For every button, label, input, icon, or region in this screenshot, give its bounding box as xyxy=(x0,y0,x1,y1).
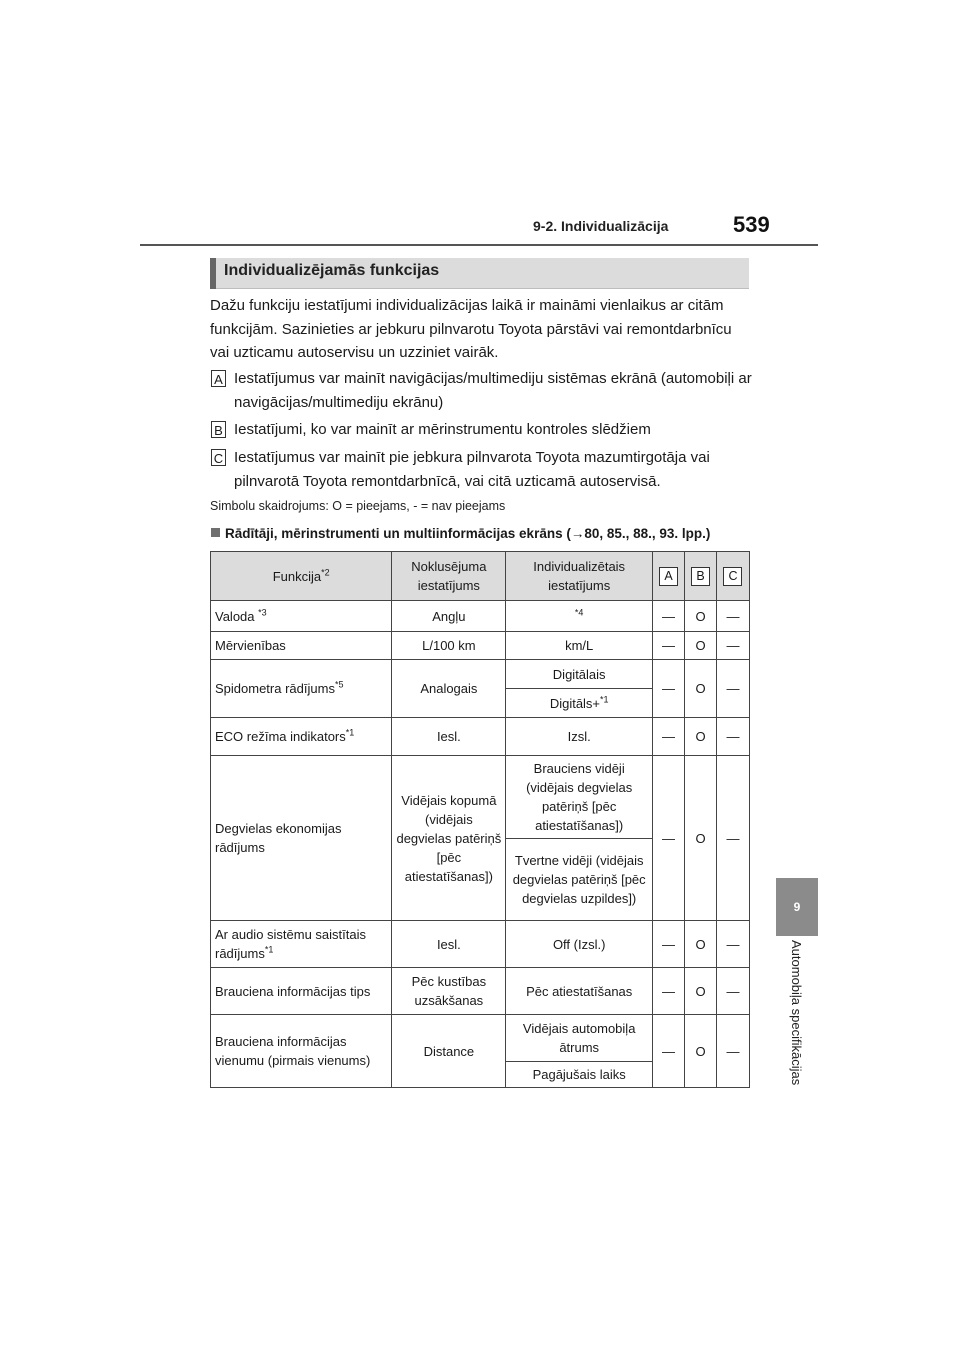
table-row xyxy=(211,921,750,968)
letter-box-b: B xyxy=(211,421,226,438)
cell-b: O xyxy=(685,968,717,1015)
table-row xyxy=(211,632,750,660)
cell-custom: *4 xyxy=(506,601,653,632)
table-row xyxy=(211,1015,750,1062)
cell-b: O xyxy=(685,756,717,921)
list-item-text: Iestatījumi, ko var mainīt ar mērinstrumentu kontroles slēdžiem xyxy=(234,421,651,438)
section-title-band xyxy=(210,258,749,289)
list-item-a xyxy=(211,367,751,415)
cell-function: Brauciena informācijas vienumu (pirmais vienums) xyxy=(211,1015,392,1088)
cell-c: — xyxy=(716,601,749,632)
header-c xyxy=(716,552,749,601)
cell-custom: Izsl. xyxy=(506,718,653,756)
table-row xyxy=(211,756,750,839)
list-item-text: Iestatījumus var mainīt navigācijas/multimediju sistēmas ekrānā (automobiļi ar navigācijas/multimediju ekrānu) xyxy=(234,370,752,411)
cell-function: Brauciena informācijas tips xyxy=(211,968,392,1015)
cell-function: Valoda $^{*3}$ xyxy=(211,601,392,632)
list-item-text: Iestatījumus var mainīt pie jebkura pilnvarota Toyota mazumtirgotāja vai pilnvarotā Toyota remontdarbnīcā, vai citā uzticamā autoservisā. xyxy=(234,449,710,490)
chapter-label-text: Automobiļa specifikācijas xyxy=(789,940,804,1086)
table-row xyxy=(211,660,750,689)
table-row xyxy=(211,601,750,632)
cell-b: O xyxy=(685,601,717,632)
cell-a: — xyxy=(653,632,685,660)
cell-function: Degvielas ekonomijas rādījums xyxy=(211,756,392,921)
cell-default: Distance xyxy=(392,1015,506,1088)
header-divider xyxy=(140,244,818,246)
cell-custom: Pagājušais laiks xyxy=(506,1062,653,1088)
chapter-tab[interactable]: 9 xyxy=(776,878,818,936)
table-header-row xyxy=(211,552,750,601)
letter-box-a: A xyxy=(659,567,678,586)
cell-custom: Vidējais automobiļa ātrums xyxy=(506,1015,653,1062)
cell-a: — xyxy=(653,601,685,632)
table-row xyxy=(211,718,750,756)
cell-b: O xyxy=(685,660,717,718)
cell-default: Iesl. xyxy=(392,718,506,756)
intro-paragraph: Dažu funkciju iestatījumi individualizācijas laikā ir maināmi vienlaikus ar citām funkcijām. Sazinieties ar jebkuru pilnvarotu Toyota pārstāvi vai remontdarbnīcu vai uzticamu autoservisu un uzziniet vairāk. xyxy=(210,297,732,361)
table-row xyxy=(211,968,750,1015)
letter-box-a: A xyxy=(211,370,226,387)
cell-default: L/100 km xyxy=(392,632,506,660)
page-number: 539 xyxy=(733,212,770,237)
section-label: 9-2. Individualizācija xyxy=(533,218,669,234)
cell-c: — xyxy=(716,1015,749,1088)
cell-default: Pēc kustības uzsākšanas xyxy=(392,968,506,1015)
header-a xyxy=(653,552,685,601)
list-item-b xyxy=(211,418,751,442)
cell-function: Mērvienības xyxy=(211,632,392,660)
cell-default: Iesl. xyxy=(392,921,506,968)
cell-c: — xyxy=(716,921,749,968)
chapter-label xyxy=(775,940,819,1140)
cell-custom: Digitāls+$^{*1}$ xyxy=(506,689,653,718)
cell-function: ECO režīma indikators$^{*1}$ xyxy=(211,718,392,756)
cell-default: Vidējais kopumā (vidējais degvielas patēriņš [pēc atiestatīšanas]) xyxy=(392,756,506,921)
cell-custom: km/L xyxy=(506,632,653,660)
cell-a: — xyxy=(653,718,685,756)
cell-b: O xyxy=(685,632,717,660)
table-heading xyxy=(211,526,756,541)
cell-c: — xyxy=(716,632,749,660)
header-custom: Individualizētais iestatījums xyxy=(506,552,653,601)
header-function: Funkcija$^{*2}$ xyxy=(211,552,392,601)
cell-function: Ar audio sistēmu saistītais rādījums$^{*1}$ xyxy=(211,921,392,968)
letter-box-c: C xyxy=(723,567,742,586)
cell-custom: Brauciens vidēji (vidējais degvielas patēriņš [pēc atiestatīšanas]) xyxy=(506,756,653,839)
cell-a: — xyxy=(653,1015,685,1088)
cell-custom: Tvertne vidēji (vidējais degvielas patēriņš [pēc degvielas uzpildes]) xyxy=(506,839,653,921)
letter-box-c: C xyxy=(211,449,226,466)
cell-b: O xyxy=(685,718,717,756)
letter-box-b: B xyxy=(691,567,710,586)
cell-custom: Off (Izsl.) xyxy=(506,921,653,968)
cell-c: — xyxy=(716,718,749,756)
cell-b: O xyxy=(685,921,717,968)
table-heading-text: Rādītāji, mērinstrumenti un multiinformācijas ekrāns (→80, 85., 88., 93. lpp.) xyxy=(225,526,711,541)
settings-table xyxy=(210,551,750,1088)
cell-function: Spidometra rādījums$^{*5}$ xyxy=(211,660,392,718)
list-item-c xyxy=(211,446,751,494)
cell-custom: Pēc atiestatīšanas xyxy=(506,968,653,1015)
cell-default: Analogais xyxy=(392,660,506,718)
cell-a: — xyxy=(653,756,685,921)
cell-c: — xyxy=(716,756,749,921)
cell-a: — xyxy=(653,968,685,1015)
cell-a: — xyxy=(653,660,685,718)
symbol-legend: Simbolu skaidrojums: O = pieejams, - = nav pieejams xyxy=(210,499,506,513)
cell-b: O xyxy=(685,1015,717,1088)
header-b xyxy=(685,552,717,601)
title-accent-bar xyxy=(210,258,216,289)
cell-c: — xyxy=(716,968,749,1015)
cell-default: Angļu xyxy=(392,601,506,632)
cell-custom: Digitālais xyxy=(506,660,653,689)
cell-c: — xyxy=(716,660,749,718)
section-title: Individualizējamās funkcijas xyxy=(224,262,440,279)
cell-a: — xyxy=(653,921,685,968)
square-bullet-icon xyxy=(211,528,220,537)
header-default: Noklusējuma iestatījums xyxy=(392,552,506,601)
